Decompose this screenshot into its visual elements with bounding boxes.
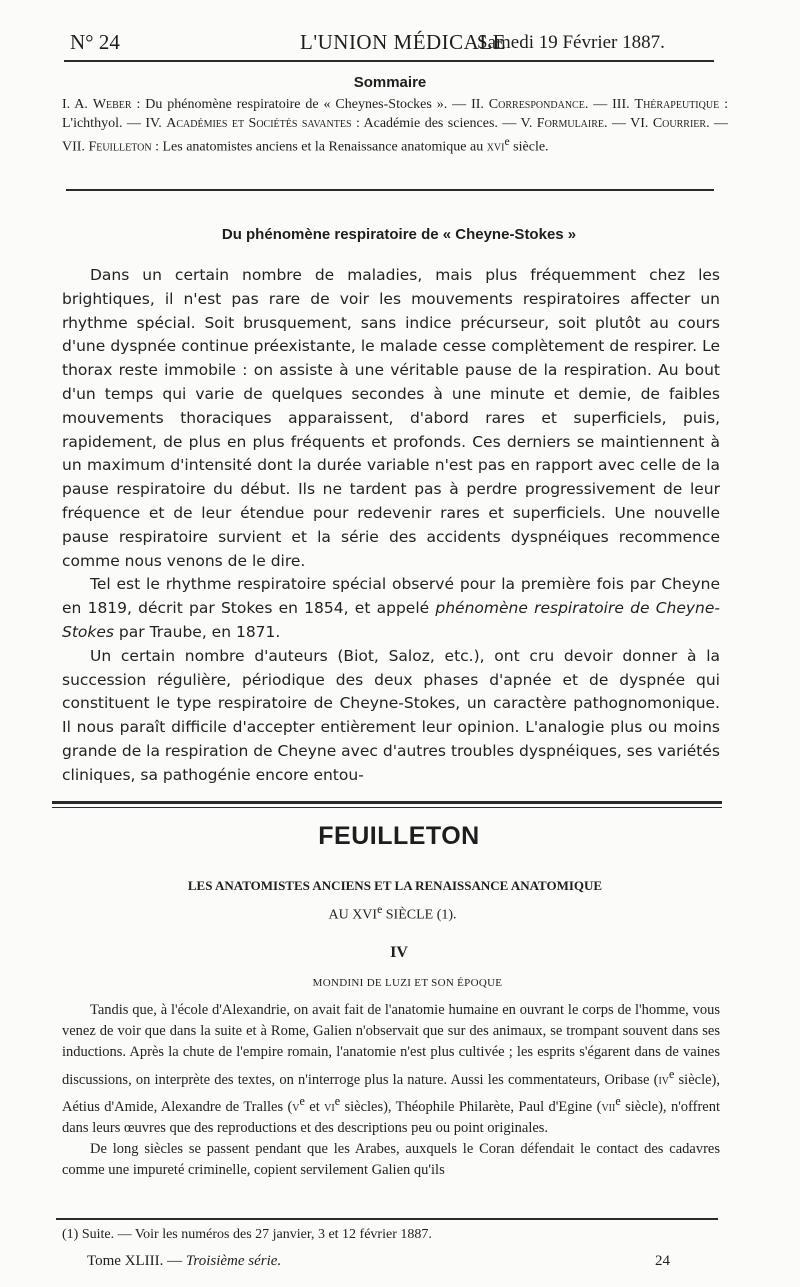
sommaire-rule [66,189,714,191]
journal-title: L'UNION MÉDICALE [300,30,507,54]
sommaire-text: I. A. Weber : Du phénomène respiratoire de « Cheynes-Stockes ». — II. Correspondance. — III. Thérapeutique : L'ichthyol. — IV. Académies et Sociétés savantes : Académie des sciences. — V. Formulaire. — VI. Courrier. — VII. Feuilleton : Les anatomistes anciens et la Renaissance anatomique au xvi$^e$ siècle. [62,97,729,155]
feuilleton-rule-thin [52,807,722,808]
feuilleton-body [62,1000,720,1181]
page-header [62,26,708,58]
article-title: Du phénomène respiratoire de « Cheyne-Stokes » [221,226,577,243]
feuilleton-heading: FEUILLETON [318,822,480,850]
feuilleton-rule-thick [52,801,722,804]
article-body [62,264,720,788]
issue-number: N° 24 [70,30,120,54]
feuilleton-paragraph: De long siècles se passent pendant que les Arabes, auxquels le Coran défendait le contact des cadavres comme une impureté criminelle, copient servilement Galien qu'ils [62,1140,720,1179]
article-paragraph: Tel est le rhythme respiratoire spécial observé pour la première fois par Cheyne en 1819, décrit par Stokes en 1854, et appelé phénomène respiratoire de Cheyne-Stokes par Traube, en 1871. [62,575,720,641]
header-rule [64,60,714,62]
sommaire-title: Sommaire [353,74,427,91]
issue-date: Samedi 19 Février 1887. [477,32,665,53]
article-paragraph: Dans un certain nombre de maladies, mais plus fréquemment chez les brightiques, il n'est pas rare de voir les mouvements respiratoires affecter un rhythme spécial. Soit brusquement, sans indice précurseur, soit plutôt au cours d'une dyspnée continue préexistante, le malade cesse complètement de respirer. Le thorax reste immobile : on assiste à une véritable pause de la respiration. Au bout d'un temps qui varie de quelques secondes à une minute et demie, de faibles mouvements thoraciques apparaissent, d'abord rares et superficiels, puis, rapidement, de plus en plus fréquents et profonds. Ces derniers se maintiennent à un maximum d'intensité dont la durée variable n'est pas en rapport avec celle de la pause respiratoire du début. Ils ne tardent pas à perdre progressivement de leur fréquence et de leur étendue pour redevenir rares et superficiels. Une nouvelle pause respiratoire survient et la série des accidents dyspnéiques recommence comme nous venons de le dire. [62,266,720,570]
feuilleton-title: LES ANATOMISTES ANCIENS ET LA RENAISSANCE ANATOMIQUE [187,878,603,893]
section-title: MONDINI DE LUZI ET SON ÉPOQUE [312,977,503,989]
footnote-rule [56,1218,718,1220]
feuilleton-paragraph: Tandis que, à l'école d'Alexandrie, on avait fait de l'anatomie humaine en ouvrant le corps de l'homme, vous venez de voir que dans la suite et à Rome, Galien n'observait que sur des animaux, se trompant souvent dans ses inductions. Après la chute de l'empire romain, l'anatomie n'est plus cultivée ; les esprits s'égarent dans de vaines discussions, on interprète des textes, on n'interroge plus la nature. Aussi les commentateurs, Oribase ($iv^e$ siècle), Aétius d'Amide, Alexandre de Tralles ($v^e$ et $vi^e$ siècles), Théophile Philarète, Paul d'Egine (vii$^e$ siècle), n'offrent dans leurs œuvres que des reproductions et des descriptions peu ou point originales. [62,1002,720,1136]
article-paragraph: Un certain nombre d'auteurs (Biot, Saloz, etc.), ont cru devoir donner à la succession régulière, périodique des deux phases d'apnée et de dyspnée qui constituent le type respiratoire de Cheyne-Stokes, un caractère pathognomonique. Il nous paraît difficile d'accepter entièrement leur opinion. L'analogie plus ou moins grande de la respiration de Cheyne avec d'autres troubles dyspnéiques, ses variétés cliniques, sa pathogénie encore entou- [62,646,720,784]
section-number: IV [390,944,408,961]
volume-info: Tome XLIII. — Troisième série. [87,1253,282,1269]
page-number: 24 [655,1253,670,1269]
footnote: (1) Suite. — Voir les numéros des 27 janvier, 3 et 12 février 1887. [62,1227,432,1242]
feuilleton-subtitle: AU XVIe SIÈCLE (1). [328,903,457,923]
